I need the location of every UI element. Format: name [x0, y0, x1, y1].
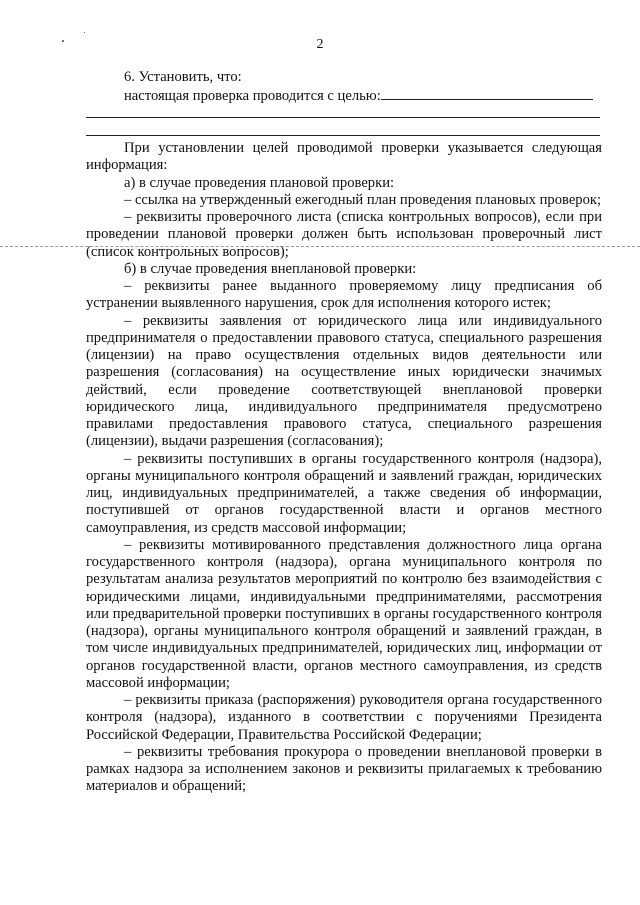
paragraph-unplanned-prescription: – реквизиты ранее выданного проверяемому лицу предписания об устранении выявленного нарушения, срок для исполнения которого истек;	[86, 278, 602, 312]
paragraph-intro: При установлении целей проводимой проверки указывается следующая информация:	[86, 140, 602, 174]
purpose-line	[124, 87, 604, 106]
paragraph-planned-heading: а) в случае проведения плановой проверки:	[124, 174, 395, 191]
blank-fill-line	[86, 135, 600, 136]
page-number: 2	[316, 37, 324, 52]
purpose-blank-line	[381, 87, 593, 100]
paragraph-planned-plan-ref: – ссылка на утвержденный ежегодный план проведения плановых проверок;	[124, 191, 602, 208]
purpose-label: настоящая проверка проводится с целью:	[124, 88, 381, 104]
scan-speck	[84, 32, 85, 33]
blank-fill-line	[86, 117, 600, 118]
paragraph-unplanned-application: – реквизиты заявления от юридического лица или индивидуального предпринимателя о предоставлении правового статуса, специального разрешения (лицензии) на право осуществления отдельных видов деятельности или разрешения (согласования) на осуществление иных юридически значимых действий, если проведение соответствующей внеплановой проверки юридического лица, индивидуального предпринимателя предусмотрено правилами предоставления правового статуса, специального разрешения (лицензии), выдачи разрешения (согласования);	[86, 312, 602, 450]
paragraph-planned-checklist: – реквизиты проверочного листа (списка контрольных вопросов), если при проведении плановой проверки должен быть использован проверочный лист (список контрольных вопросов);	[86, 209, 602, 260]
paragraph-unplanned-motivated-submission: – реквизиты мотивированного представления должностного лица органа государственного контроля (надзора), органа муниципального контроля по результатам анализа результатов мероприятий по контролю без взаимодействия с юридическими лицами, индивидуальными предпринимателями, рассмотрения или предварительной проверки поступивших в органы государственного контроля (надзора), органы муниципального контроля обращений и заявлений граждан, в том числе индивидуальных предпринимателей, юридических лиц, информации от органов государственной власти, органов местного самоуправления, из средств массовой информации;	[86, 536, 602, 691]
paragraph-unplanned-prosecutor: – реквизиты требования прокурора о проведении внеплановой проверки в рамках надзора за исполнением законов и реквизиты прилагаемых к требованию материалов и обращений;	[86, 743, 602, 795]
instructions-body	[86, 140, 602, 796]
paragraph-unplanned-order: – реквизиты приказа (распоряжения) руководителя органа государственного контроля (надзора), изданного в соответствии с поручениями Президента Российской Федерации, Правительства Российской Федерации;	[86, 692, 602, 743]
section-6-heading: 6. Установить, что:	[124, 69, 242, 85]
paragraph-unplanned-heading: б) в случае проведения внеплановой проверки:	[124, 260, 417, 277]
paragraph-unplanned-complaints: – реквизиты поступивших в органы государственного контроля (надзора), органы муниципального контроля обращений и заявлений граждан, юридических лиц, индивидуальных предпринимателей, а также сведения об информации, поступившей от органов государственной власти и органов местного самоуправления, из средств массовой информации;	[86, 450, 602, 536]
